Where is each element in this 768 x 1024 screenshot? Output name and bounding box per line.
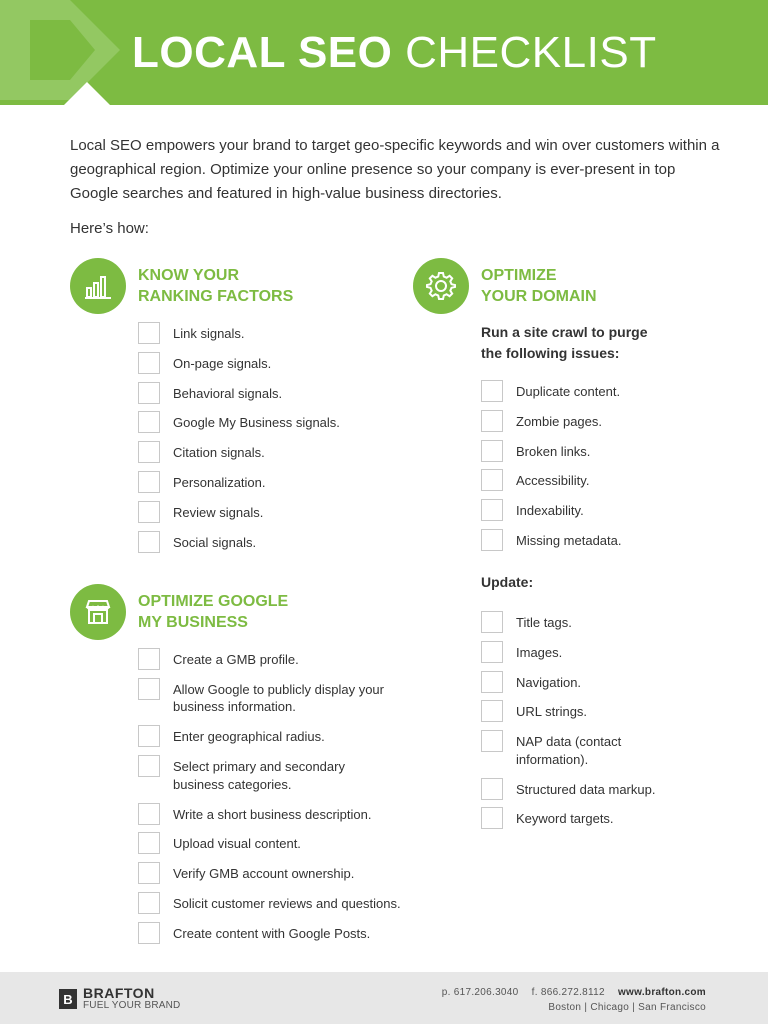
list-item: Accessibility.	[481, 472, 741, 502]
checkbox[interactable]	[138, 382, 160, 404]
list-item: Title tags.	[481, 614, 741, 644]
bar-chart-icon	[83, 271, 113, 301]
section-title-line2: MY BUSINESS	[138, 614, 248, 631]
checkbox[interactable]	[481, 380, 503, 402]
brand-tagline: FUEL YOUR BRAND	[83, 1000, 181, 1011]
heres-how-label: Here’s how:	[70, 220, 149, 237]
checkbox[interactable]	[138, 531, 160, 553]
update-heading: Update:	[481, 574, 534, 590]
checkbox[interactable]	[138, 862, 160, 884]
list-item: Link signals.	[138, 325, 398, 355]
gmb-checklist	[138, 651, 418, 955]
list-item: On-page signals.	[138, 355, 398, 385]
list-item: Write a short business description.	[138, 806, 418, 836]
checkbox[interactable]	[138, 755, 160, 777]
website-link[interactable]: www.brafton.com	[617, 987, 706, 998]
checkbox[interactable]	[481, 778, 503, 800]
list-item: Keyword targets.	[481, 810, 741, 840]
crawl-heading: Run a site crawl to purge the following issues:	[481, 324, 648, 361]
list-item: Upload visual content.	[138, 835, 418, 865]
checkbox[interactable]	[481, 499, 503, 521]
list-item: Review signals.	[138, 504, 398, 534]
list-item: Verify GMB account ownership.	[138, 865, 418, 895]
storefront-icon	[82, 596, 114, 628]
header-notch	[64, 82, 110, 105]
section-title	[138, 591, 288, 633]
checkbox[interactable]	[481, 529, 503, 551]
checkbox[interactable]	[481, 440, 503, 462]
office-locations: Boston | Chicago | San Francisco	[548, 1002, 706, 1013]
section-title	[481, 265, 597, 307]
list-item: Personalization.	[138, 474, 398, 504]
checkbox[interactable]	[138, 678, 160, 700]
list-item: Images.	[481, 644, 741, 674]
phone-number: p. 617.206.3040	[441, 987, 519, 998]
list-item: Zombie pages.	[481, 413, 741, 443]
section-google-my-business	[70, 584, 288, 640]
section-title-line2: YOUR DOMAIN	[481, 288, 597, 305]
list-item: Broken links.	[481, 443, 741, 473]
checkbox[interactable]	[138, 725, 160, 747]
checkbox[interactable]	[138, 892, 160, 914]
brafton-b-icon: B	[59, 989, 77, 1009]
list-item: Google My Business signals.	[138, 414, 398, 444]
title-bold: LOCAL SEO	[132, 28, 393, 77]
list-item: Structured data markup.	[481, 781, 741, 811]
list-item: Enter geographical radius.	[138, 728, 418, 758]
list-item: NAP data (contact information).	[481, 733, 741, 781]
section-title-line2: RANKING FACTORS	[138, 288, 294, 305]
list-item: Create a GMB profile.	[138, 651, 418, 681]
list-item: Indexability.	[481, 502, 741, 532]
list-item: Select primary and secondary business categories.	[138, 758, 418, 806]
list-item: Create content with Google Posts.	[138, 925, 418, 955]
list-item: Social signals.	[138, 534, 398, 564]
contact-info	[442, 985, 706, 1015]
brafton-logo	[59, 987, 180, 1011]
list-item: Allow Google to publicly display your business information.	[138, 681, 418, 729]
checkbox[interactable]	[138, 411, 160, 433]
section-title-line1: KNOW YOUR	[138, 267, 240, 284]
checkbox[interactable]	[138, 832, 160, 854]
section-optimize-domain	[413, 258, 597, 314]
section-icon-circle	[413, 258, 469, 314]
checkbox[interactable]	[481, 410, 503, 432]
checkbox[interactable]	[138, 352, 160, 374]
section-title	[138, 265, 293, 307]
list-item: Behavioral signals.	[138, 385, 398, 415]
checkbox[interactable]	[481, 807, 503, 829]
list-item: Missing metadata.	[481, 532, 741, 562]
checkbox[interactable]	[138, 322, 160, 344]
checkbox[interactable]	[138, 441, 160, 463]
checkbox[interactable]	[481, 641, 503, 663]
ranking-checklist	[138, 325, 398, 563]
checkbox[interactable]	[481, 469, 503, 491]
page-title	[132, 28, 657, 78]
title-light: CHECKLIST	[405, 28, 657, 77]
checkbox[interactable]	[138, 501, 160, 523]
section-icon-circle	[70, 258, 126, 314]
list-item: Solicit customer reviews and questions.	[138, 895, 418, 925]
list-item: Duplicate content.	[481, 383, 741, 413]
section-title-line1: OPTIMIZE GOOGLE	[138, 593, 289, 610]
checkbox[interactable]	[481, 671, 503, 693]
fax-number: f. 866.272.8112	[531, 987, 605, 998]
checkbox[interactable]	[138, 922, 160, 944]
checkbox[interactable]	[481, 611, 503, 633]
checkbox[interactable]	[481, 730, 503, 752]
section-ranking-factors	[70, 258, 293, 314]
checkbox[interactable]	[138, 471, 160, 493]
crawl-checklist	[481, 383, 741, 562]
section-title-line1: OPTIMIZE	[481, 267, 557, 284]
brand-name: BRAFTON	[83, 985, 155, 1001]
header-banner	[0, 0, 768, 105]
list-item: Citation signals.	[138, 444, 398, 474]
list-item: Navigation.	[481, 674, 741, 704]
update-checklist	[481, 614, 741, 840]
list-item: URL strings.	[481, 703, 741, 733]
gear-icon	[426, 271, 456, 301]
checkbox[interactable]	[138, 803, 160, 825]
section-icon-circle	[70, 584, 126, 640]
checkbox[interactable]	[138, 648, 160, 670]
checkbox[interactable]	[481, 700, 503, 722]
intro-paragraph: Local SEO empowers your brand to target geo-specific keywords and win over customers within a geographical region. Optimize your online presence so your company is ever-present in top Google searches and featured in high-value business directories.	[70, 137, 720, 202]
